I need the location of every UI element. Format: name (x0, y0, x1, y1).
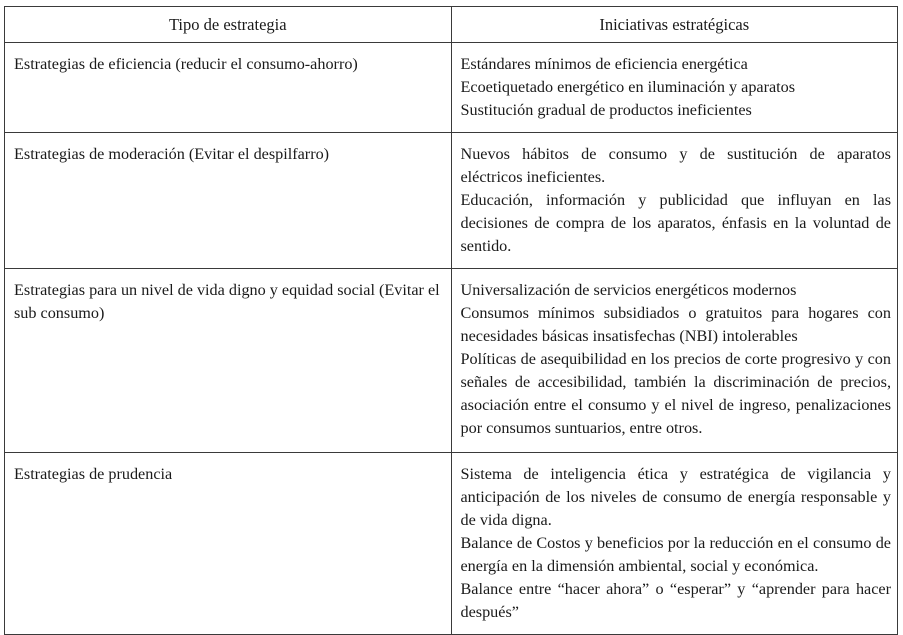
initiatives-cell (451, 133, 898, 269)
initiative-item: Balance entre “hacer ahora” o “esperar” y “aprender para hacer después” (460, 580, 891, 621)
strategy-type-cell: Estrategias de prudencia (5, 453, 452, 635)
initiatives-cell (451, 453, 898, 635)
initiative-item: Sustitución gradual de productos ineficientes (460, 101, 752, 119)
initiative-item: Nuevos hábitos de consumo y de sustitución de aparatos eléctricos ineficientes. (460, 145, 891, 186)
strategy-type-cell: Estrategias de eficiencia (reducir el consumo-ahorro) (5, 43, 452, 133)
initiative-item: Políticas de asequibilidad en los precios de corte progresivo y con señales de accesibilidad, también la discriminación de precios, asociación entre el consumo y el nivel de ingreso, penalizaciones por consumos suntuarios, entre otros. (460, 350, 891, 437)
table-row (5, 453, 898, 635)
table-body (5, 43, 898, 635)
header-strategic-initiatives: Iniciativas estratégicas (451, 7, 898, 43)
initiative-item: Balance de Costos y beneficios por la reducción en el consumo de energía en la dimensión ambiental, social y económica. (460, 534, 891, 575)
header-strategy-type: Tipo de estrategia (5, 7, 452, 43)
initiative-item: Ecoetiquetado energético en iluminación y aparatos (460, 78, 796, 96)
table-row (5, 133, 898, 269)
initiatives-cell (451, 43, 898, 133)
initiative-item: Sistema de inteligencia ética y estratégica de vigilancia y anticipación de los niveles de consumo de energía responsable y de vida digna. (460, 465, 891, 529)
strategy-type-cell: Estrategias de moderación (Evitar el despilfarro) (5, 133, 452, 269)
header-row (5, 7, 898, 43)
initiatives-cell (451, 269, 898, 453)
initiative-item: Universalización de servicios energéticos modernos (460, 281, 797, 299)
table-row (5, 269, 898, 453)
strategy-table (4, 6, 898, 635)
initiative-item: Educación, información y publicidad que influyan en las decisiones de compra de los aparatos, énfasis en la voluntad de sentido. (460, 191, 891, 255)
strategy-type-cell: Estrategias para un nivel de vida digno y equidad social (Evitar el sub consumo) (5, 269, 452, 453)
table-header (5, 7, 898, 43)
initiative-item: Consumos mínimos subsidiados o gratuitos para hogares con necesidades básicas insatisfechas (NBI) intolerables (460, 304, 891, 345)
initiative-item: Estándares mínimos de eficiencia energética (460, 55, 748, 73)
table-row (5, 43, 898, 133)
